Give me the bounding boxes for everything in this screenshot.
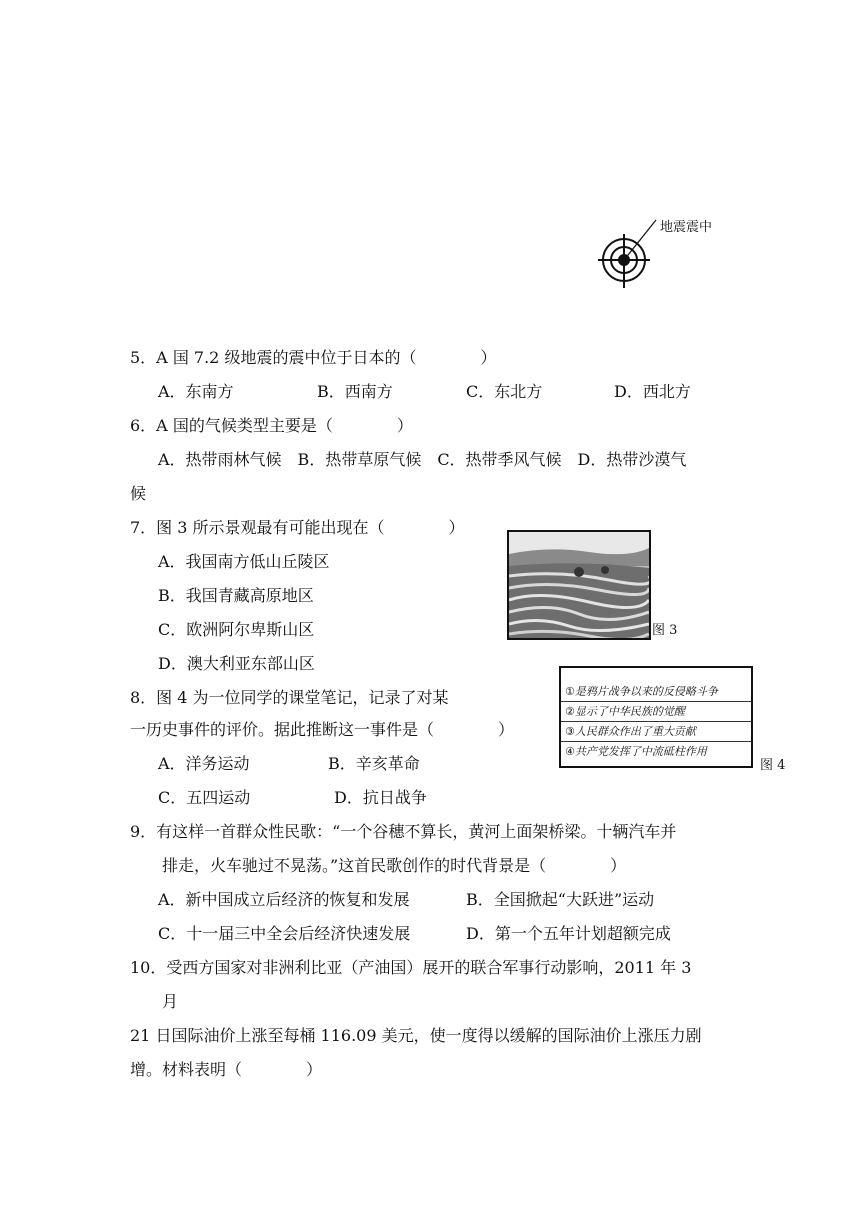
q9-option-d: D．第一个五年计划超额完成: [466, 924, 671, 943]
q8-stem-line2: 一历史事件的评价。据此推断这一事件是（ ）: [130, 720, 515, 739]
epicenter-symbol: [596, 212, 658, 292]
q8-option-b: B．辛亥革命: [328, 754, 420, 773]
q8-option-a: A．洋务运动: [158, 754, 250, 773]
figure-3-label: 图 3: [652, 623, 678, 638]
q9-option-b: B．全国掀起“大跃进”运动: [466, 890, 655, 909]
q6-wrap: 候: [130, 484, 147, 503]
note-line-3: ③人民群众作出了重大贡献: [561, 722, 751, 742]
q5-option-c: C．东北方: [466, 382, 543, 401]
epicenter-label: 地震震中: [660, 220, 713, 235]
q8-stem-line1: 8．图 4 为一位同学的课堂笔记，记录了对某: [130, 688, 449, 707]
note-line-1: ①是鸦片战争以来的反侵略斗争: [561, 682, 751, 702]
q5-option-a: A．东南方: [158, 382, 234, 401]
q7-stem: 7．图 3 所示景观最有可能出现在（ ）: [130, 518, 465, 537]
q9-stem-line1: 9．有这样一首群众性民歌：“一个谷穗不算长，黄河上面架桥梁。十辆汽车并: [130, 822, 677, 841]
q6-stem: 6．A 国的气候类型主要是（ ）: [130, 416, 413, 435]
q8-option-d: D．抗日战争: [334, 788, 427, 807]
q9-stem-line2: 排走，火车驰过不晃荡。”这首民歌创作的时代背景是（ ）: [162, 856, 627, 875]
q5-stem: 5．A 国 7.2 级地震的震中位于日本的（ ）: [130, 348, 497, 367]
q9-option-c: C．十一届三中全会后经济快速发展: [158, 924, 411, 943]
q7-option-c: C．欧洲阿尔卑斯山区: [158, 620, 315, 639]
figure-3-terrace-photo: [507, 530, 651, 640]
q8-option-c: C．五四运动: [158, 788, 251, 807]
q7-option-a: A．我国南方低山丘陵区: [158, 552, 330, 571]
q7-option-b: B．我国青藏高原地区: [158, 586, 314, 605]
note-line-2: ②显示了中华民族的觉醒: [561, 702, 751, 722]
q5-option-b: B．西南方: [317, 382, 393, 401]
q10-stem-line4: 增。材料表明（ ）: [130, 1060, 323, 1079]
note-line-4: ④共产党发挥了中流砥柱作用: [565, 745, 707, 758]
figure-4-class-notes: [559, 666, 753, 768]
q7-option-d: D．澳大利亚东部山区: [158, 654, 315, 673]
q10-stem-line3: 21 日国际油价上涨至每桶 116.09 美元，使一度得以缓解的国际油价上涨压力剧: [130, 1026, 702, 1045]
q10-stem-line2: 月: [162, 992, 179, 1011]
figure-4-label: 图 4: [760, 758, 786, 773]
q10-stem-line1: 10．受西方国家对非洲利比亚（产油国）展开的联合军事行动影响，2011 年 3: [130, 958, 692, 977]
q5-option-d: D．西北方: [614, 382, 691, 401]
q9-option-a: A．新中国成立后经济的恢复和发展: [158, 890, 410, 909]
q6-options: A．热带雨林气候 B．热带草原气候 C．热带季风气候 D．热带沙漠气: [158, 450, 687, 469]
